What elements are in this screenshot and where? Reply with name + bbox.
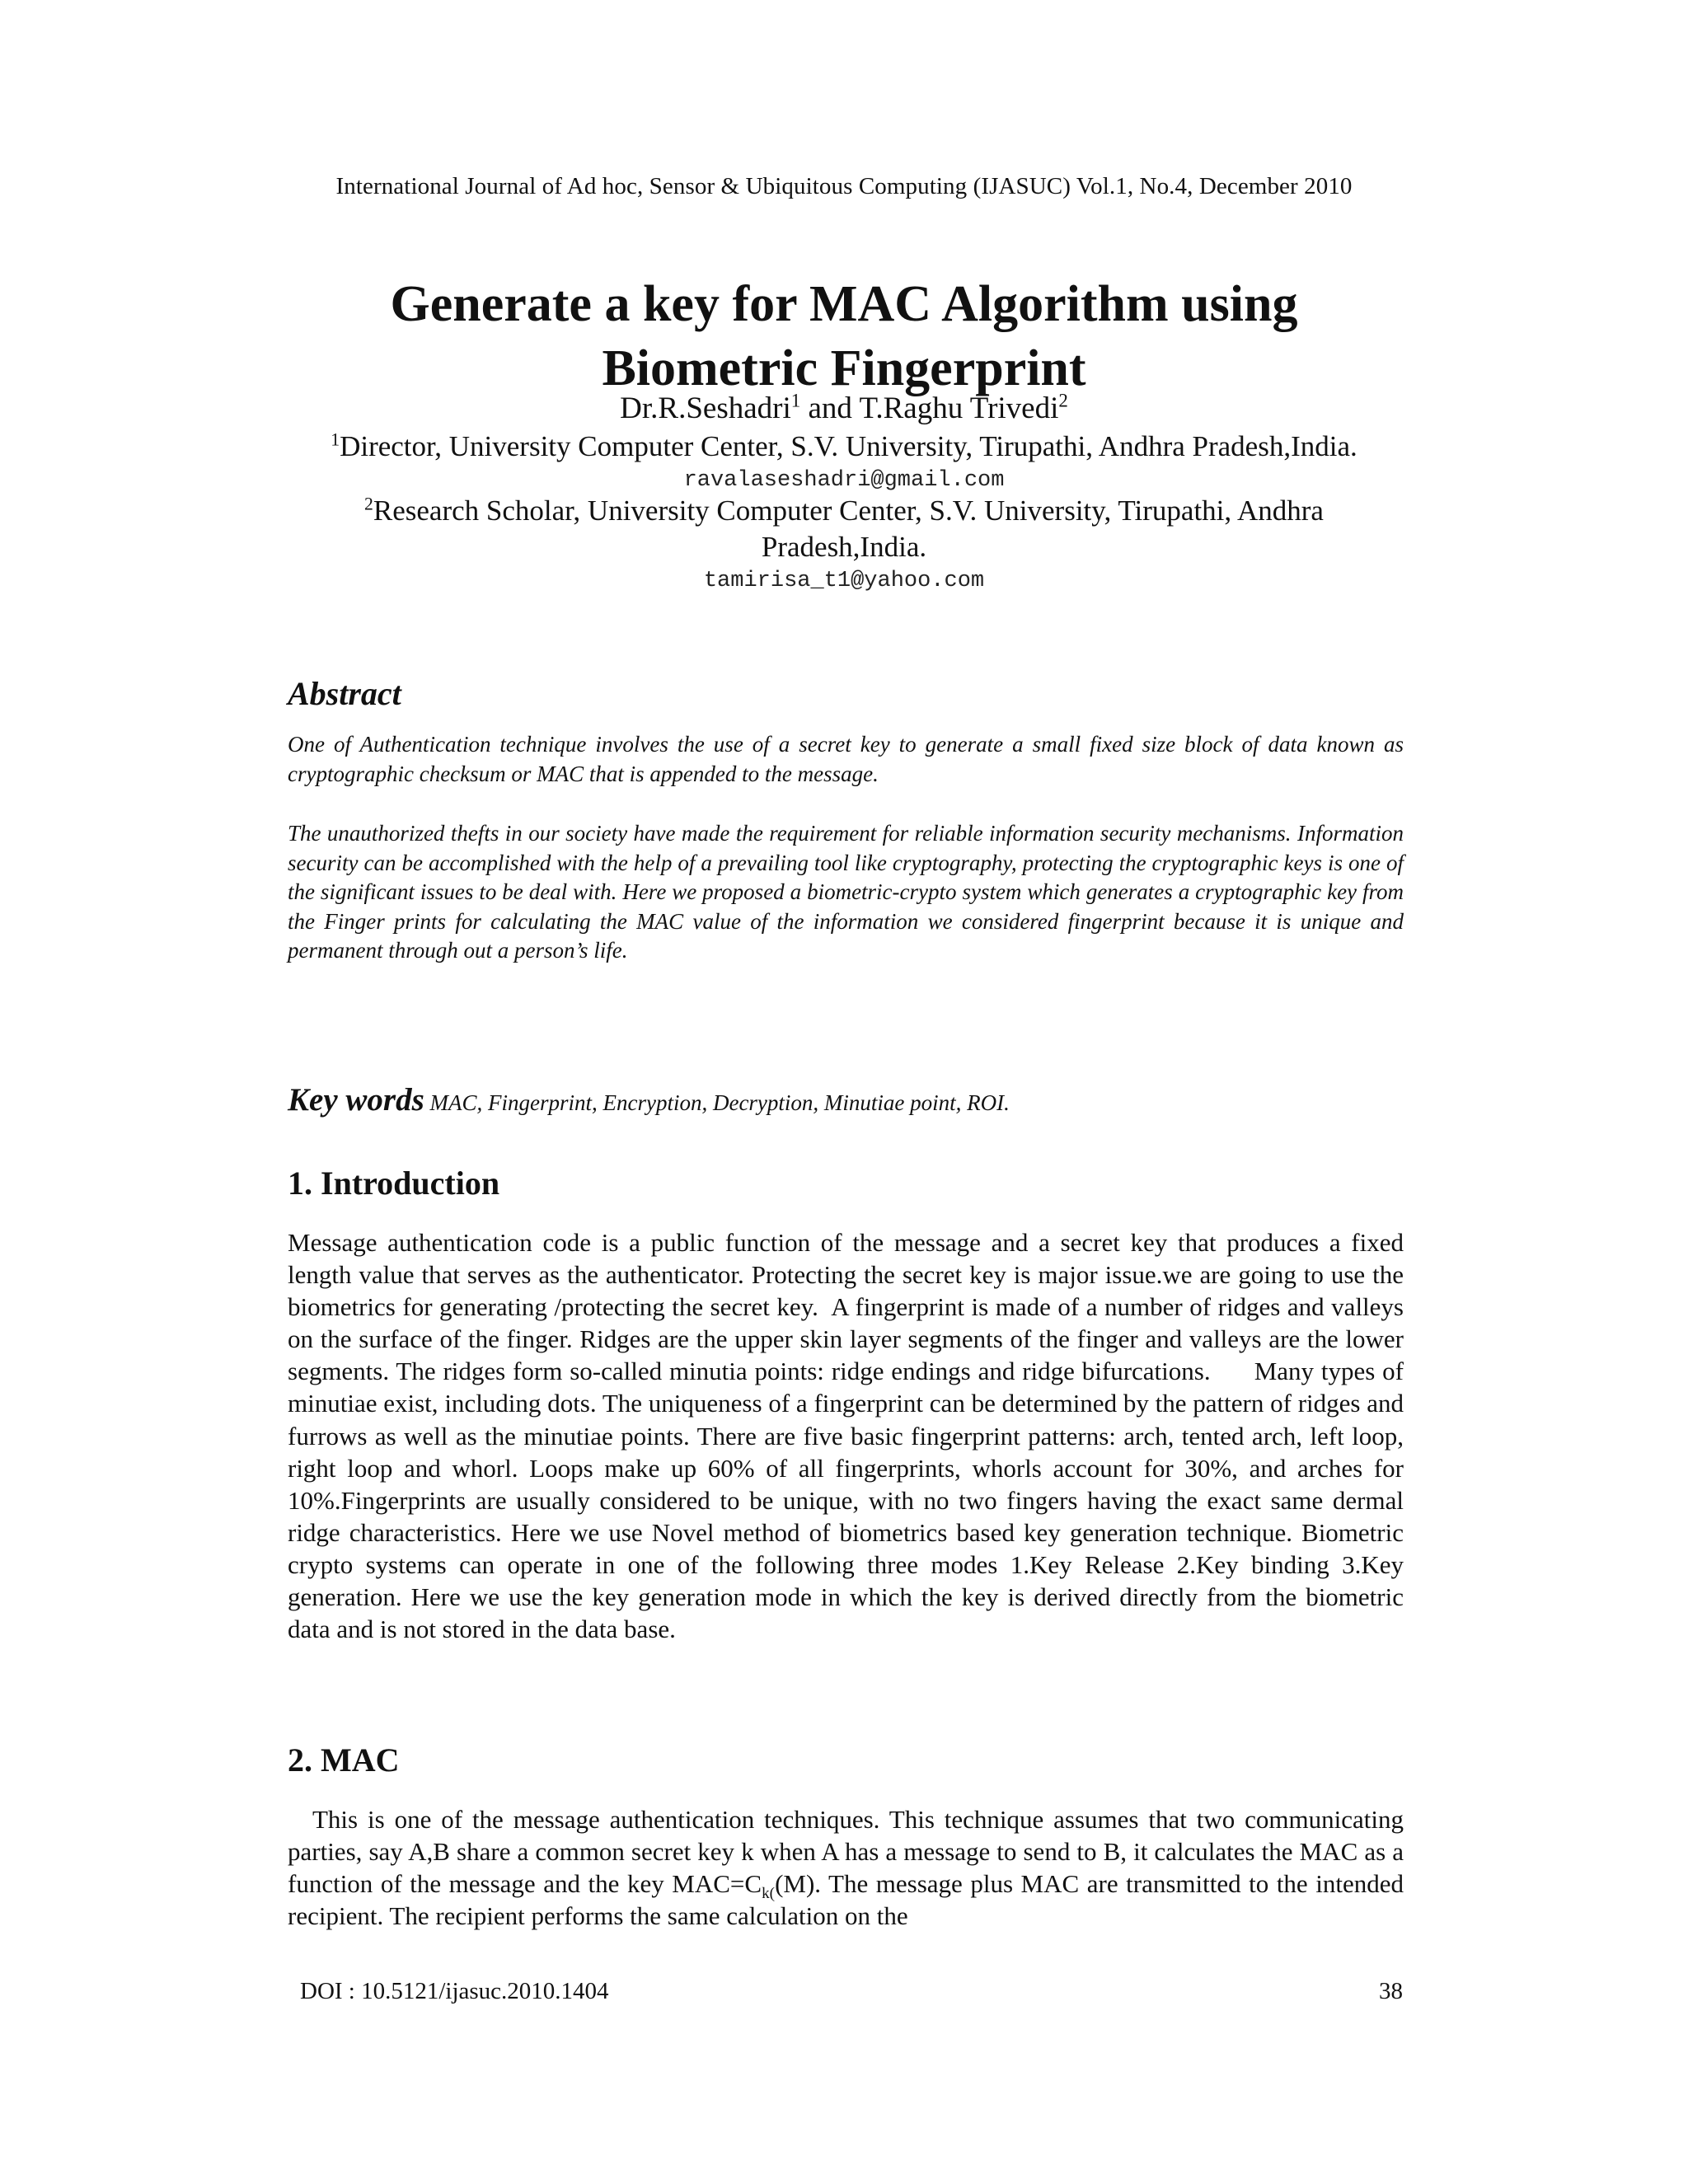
abstract-paragraph-1: One of Authentication technique involves the use of a secret key to generate a small fixed size block of data known as cryptographic checksum or MAC that is appended to the message.: [288, 732, 1404, 786]
page-number: 38: [1379, 1978, 1403, 2004]
affiliation-2-line-2: Pradesh,India.: [761, 531, 927, 563]
keywords-label: Key words: [288, 1082, 424, 1118]
abstract-heading: Abstract: [288, 675, 401, 712]
section-1-heading: 1. Introduction: [288, 1165, 500, 1202]
abstract-paragraph-2: The unauthorized thefts in our society have made the requirement for reliable information security mechanisms. Information security can be accomplished with the help of a prevailing tool like cryptography, protecting the cryptographic keys is one of the significant issues to be deal with. Here we proposed a biometric-crypto system which generates a cryptographic key from the Finger prints for calculating the MAC value of the information we considered fingerprint because it is unique and permanent through out a person’s life.: [288, 821, 1404, 963]
section-2-body: [288, 1803, 1404, 1932]
footer-doi: DOI : 10.5121/ijasuc.2010.1404: [300, 1978, 609, 2004]
affiliation-1: [0, 429, 1688, 465]
author-2-affil-mark: 2: [1058, 390, 1068, 411]
title-line-2: Biometric Fingerprint: [602, 340, 1086, 396]
author-list: [0, 391, 1688, 427]
author-1-email[interactable]: ravalaseshadri@gmail.com: [683, 468, 1005, 493]
running-header: International Journal of Ad hoc, Sensor & Ubiquitous Computing (IJASUC) Vol.1, No.4, December 2010: [335, 173, 1353, 199]
section-2-text-part-2: (M). The message plus MAC are transmitted to the intended recipient. The recipient performs the same calculation on the: [288, 1869, 1404, 1931]
section-2-text-part-1: This is one of the message authentication techniques. This technique assumes that two communicating parties, say A,B share a common secret key k when A has a message to send to B, it calculates the MAC as a function of the message and the key MAC=C: [288, 1805, 1404, 1899]
affiliation-1-text: Director, University Computer Center, S.V. University, Tirupathi, Andhra Pradesh,India.: [340, 430, 1357, 462]
paper-title: [0, 272, 1688, 401]
affiliation-2-mark: 2: [364, 494, 373, 514]
author-2-email[interactable]: tamirisa_t1@yahoo.com: [703, 569, 985, 593]
section-1-body: Message authentication code is a public function of the message and a secret key that produces a fixed length value that serves as the authenticator. Protecting the secret key is major issue.we are going to use the biometrics for generating /protecting the secret key. A fingerprint is made of a number of ridges and valleys on the surface of the finger. Ridges are the upper skin layer segments of the finger and valleys are the lower segments. The ridges form so-called minutia points: ridge endings and ridge bifurcations. Many types of minutiae exist, including dots. The uniqueness of a fingerprint can be determined by the pattern of ridges and furrows as well as the minutiae points. There are five basic fingerprint patterns: arch, tented arch, left loop, right loop and whorl. Loops make up 60% of all fingerprints, whorls account for 30%, and arches for 10%.Fingerprints are usually considered to be unique, with no two fingers having the exact same dermal ridge characteristics. Here we use Novel method of biometrics based key generation technique. Biometric crypto systems can operate in one of the following three modes 1.Key Release 2.Key binding 3.Key generation. Here we use the key generation mode in which the key is derived directly from the biometric data and is not stored in the data base.: [288, 1228, 1410, 1644]
affiliation-2: [0, 493, 1688, 565]
author-1-name: Dr.R.Seshadri: [620, 391, 791, 425]
author-1-affil-mark: 1: [790, 390, 801, 411]
section-2-subscript: k(: [762, 1885, 776, 1903]
affiliation-1-mark: 1: [331, 429, 340, 450]
keywords: [288, 1081, 1404, 1118]
affiliation-2-line-1: Research Scholar, University Computer Center, S.V. University, Tirupathi, Andhra: [373, 494, 1324, 527]
section-2-heading: 2. MAC: [288, 1741, 400, 1779]
title-line-1: Generate a key for MAC Algorithm using: [390, 276, 1298, 332]
author-conjunction: and: [800, 391, 860, 425]
keywords-list: MAC, Fingerprint, Encryption, Decryption, Minutiae point, ROI.: [424, 1090, 1010, 1115]
author-2-name: T.Raghu Trivedi: [859, 391, 1059, 425]
